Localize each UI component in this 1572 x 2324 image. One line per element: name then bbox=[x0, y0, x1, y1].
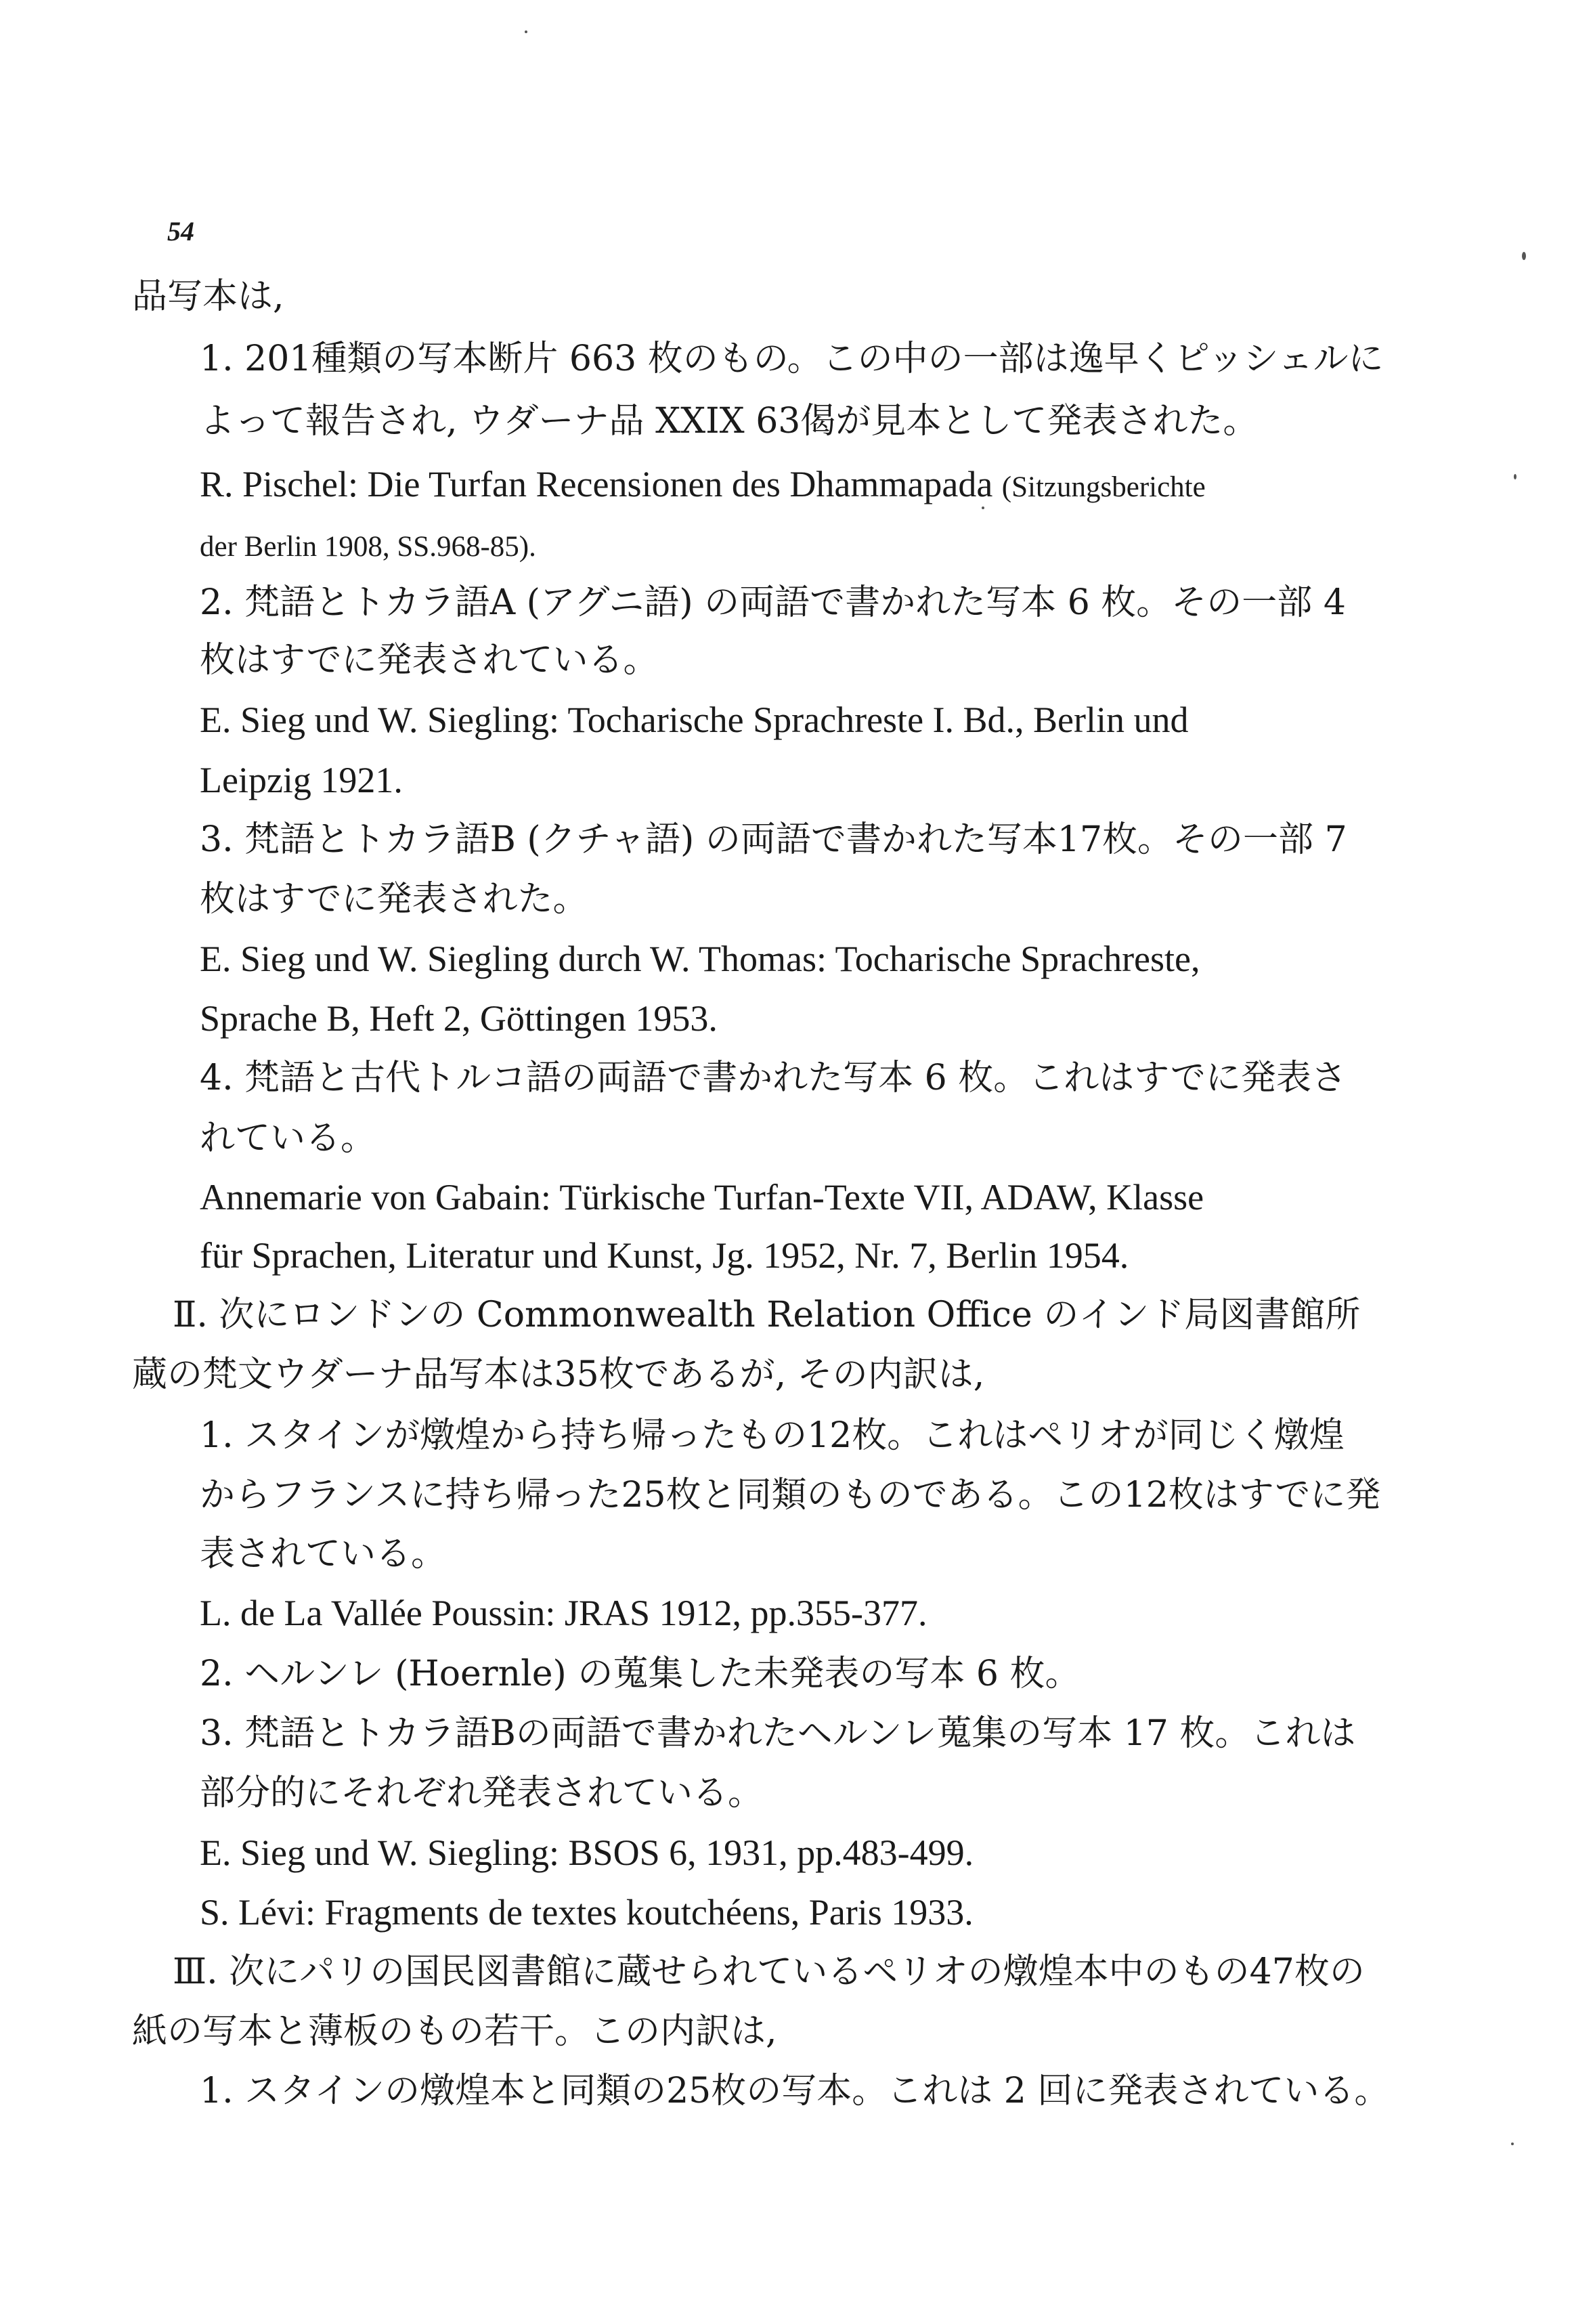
text-line-7: 枚はすでに発表されている。 bbox=[200, 640, 659, 681]
text-line-16: Annemarie von Gabain: Türkische Turfan-Texte VII, ADAW, Klasse bbox=[200, 1177, 1204, 1218]
text-line-27: E. Sieg und W. Siegling: BSOS 6, 1931, pp.483-499. bbox=[200, 1832, 974, 1873]
text-line-12: E. Sieg und W. Siegling durch W. Thomas: Tocharische Sprachreste, bbox=[200, 939, 1200, 979]
text-line-23: L. de La Vallée Poussin: JRAS 1912, pp.355-377. bbox=[200, 1593, 927, 1633]
text-line-3: よって報告され, ウダーナ品 XXIX 63偈が見本として発表された。 bbox=[200, 401, 1259, 442]
text-line-4-tail: (Sitzungsberichte bbox=[1001, 471, 1206, 503]
text-line-18: Ⅱ. 次にロンドンの Commonwealth Relation Office のインド局図書館所 bbox=[173, 1295, 1361, 1335]
text-line-30: 紙の写本と薄板のもの若干。この内訳は, bbox=[132, 2011, 777, 2052]
text-line-11: 枚はすでに発表された。 bbox=[200, 879, 588, 920]
text-line-1: 品写本は, bbox=[132, 276, 284, 317]
text-line-17: für Sprachen, Literatur und Kunst, Jg. 1952, Nr. 7, Berlin 1954. bbox=[200, 1235, 1129, 1276]
text-line-26: 部分的にそれぞれ発表されている。 bbox=[200, 1773, 764, 1813]
text-line-8: E. Sieg und W. Siegling: Tocharische Sprachreste I. Bd., Berlin und bbox=[200, 700, 1189, 740]
text-line-22: 表されている。 bbox=[200, 1534, 447, 1574]
text-line-14: 4. 梵語と古代トルコ語の両語で書かれた写本 6 枚。これはすでに発表さ bbox=[200, 1058, 1347, 1098]
scan-speck bbox=[1522, 252, 1526, 260]
scan-speck bbox=[1514, 474, 1516, 479]
scan-speck bbox=[982, 507, 984, 509]
text-line-13: Sprache B, Heft 2, Göttingen 1953. bbox=[200, 998, 718, 1039]
page-number: 54 bbox=[167, 216, 194, 246]
text-line-15: れている。 bbox=[200, 1118, 376, 1159]
scan-speck bbox=[525, 30, 527, 33]
text-line-5: der Berlin 1908, SS.968-85). bbox=[200, 531, 536, 563]
text-line-4-main: R. Pischel: Die Turfan Recensionen des Dhammapada bbox=[200, 464, 993, 504]
text-line-6: 2. 梵語とトカラ語A (アグニ語) の両語で書かれた写本 6 枚。その一部 4 bbox=[200, 582, 1346, 623]
text-line-21: からフランスに持ち帰った25枚と同類のものである。この12枚はすでに発 bbox=[200, 1475, 1381, 1515]
text-line-25: 3. 梵語とトカラ語Bの両語で書かれたヘルンレ蒐集の写本 17 枚。これは bbox=[200, 1713, 1356, 1754]
text-line-4 bbox=[200, 464, 1206, 504]
text-line-28: S. Lévi: Fragments de textes koutchéens, Paris 1933. bbox=[200, 1892, 974, 1933]
text-line-19: 蔵の梵文ウダーナ品写本は35枚であるが, その内訳は, bbox=[132, 1354, 985, 1395]
text-line-24: 2. ヘルンレ (Hoernle) の蒐集した未発表の写本 6 枚。 bbox=[200, 1654, 1080, 1694]
text-line-10: 3. 梵語とトカラ語B (クチャ語) の両語で書かれた写本17枚。その一部 7 bbox=[200, 819, 1347, 860]
text-line-31: 1. スタインの燉煌本と同類の25枚の写本。これは 2 回に発表されている。 bbox=[200, 2071, 1390, 2111]
text-line-20: 1. スタインが燉煌から持ち帰ったもの12枚。これはペリオが同じく燉煌 bbox=[200, 1415, 1345, 1456]
text-line-9: Leipzig 1921. bbox=[200, 760, 403, 800]
scan-speck bbox=[1511, 2143, 1514, 2145]
text-line-2: 1. 201種類の写本断片 663 枚のもの。この中の一部は逸早くピッシェルに bbox=[200, 339, 1384, 379]
text-line-29: Ⅲ. 次にパリの国民図書館に蔵せられているペリオの燉煌本中のもの47枚の bbox=[173, 1952, 1365, 1992]
